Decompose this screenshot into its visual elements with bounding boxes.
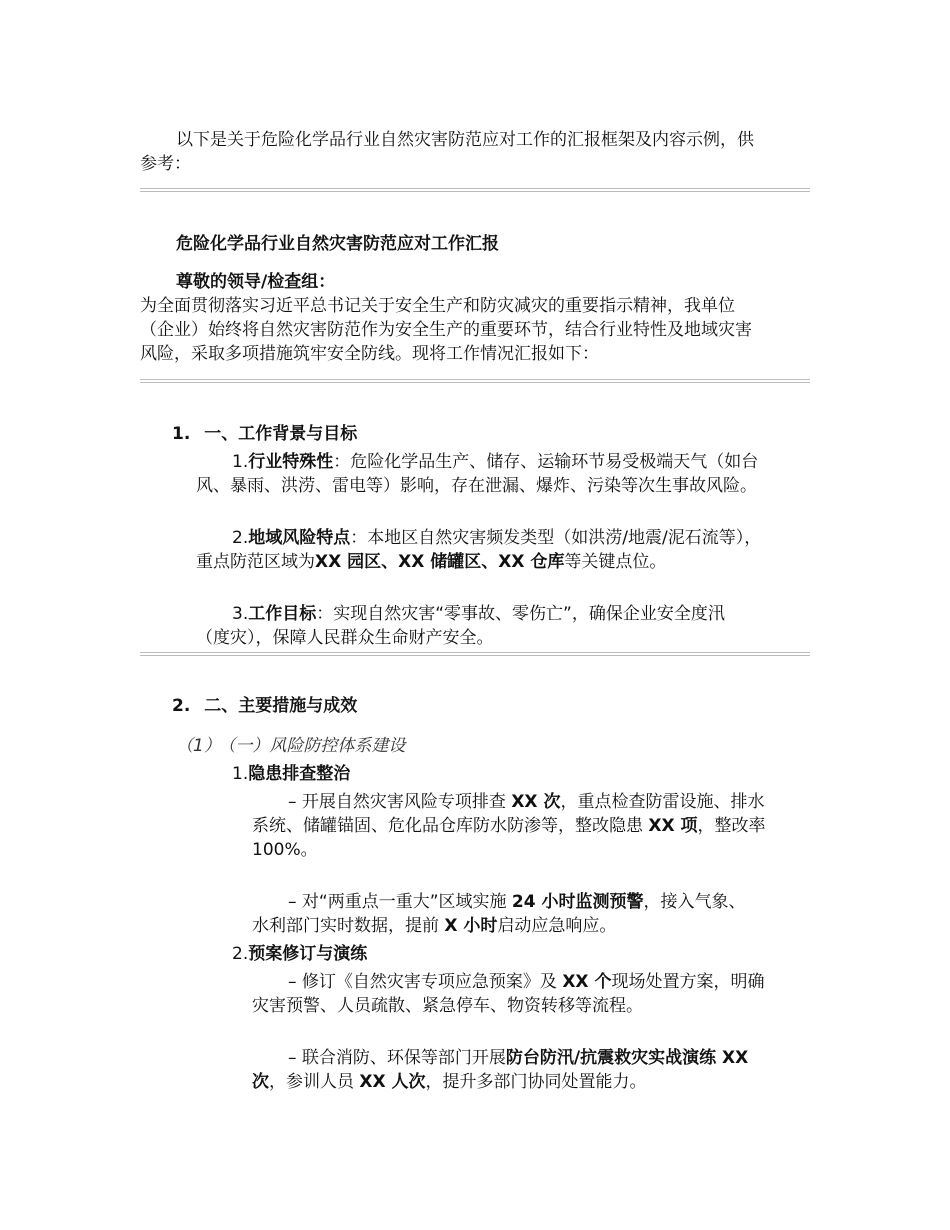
emphasis: XX 个 [562,972,612,992]
list-item-line [232,526,761,550]
emphasis: XX 人次 [359,1072,426,1092]
bullet-line: 100%。 [252,840,318,860]
opening-line-3: 风险，采取多项措施筑牢安全防线。现将工作情况汇报如下： [140,344,599,364]
list-item-line: （度灾），保障人民群众生命财产安全。 [196,628,494,648]
text: ，提升多部门协同处置能力。 [425,1072,647,1092]
emphasis: X 小时 [444,916,498,936]
list-item-line [232,602,725,626]
item-number: 2. [232,528,249,548]
bullet-line [252,1070,647,1094]
item-label: 工作目标 [248,604,317,624]
item-text: 等关键点位。 [564,552,667,572]
subsection-number: （1） [176,736,221,756]
bullet-line [288,970,764,994]
item-number: 1. [232,452,249,472]
text: 水利部门实时数据，提前 [252,916,445,936]
section-1-heading [172,422,357,446]
item-number: 3. [232,604,249,624]
salutation: 尊敬的领导/检查组： [176,272,336,292]
divider [140,652,810,656]
text: – 联合消防、环保等部门开展 [288,1048,506,1068]
section-title: 二、主要措施与成效 [204,696,358,716]
subsection-title: （一）风险防控体系建设 [226,736,406,756]
text: – 开展自然灾害风险专项排查 [288,792,512,812]
text: 系统、储罐锚固、危化品仓库防水防渗等，整改隐患 [252,816,649,836]
item-number: 2. [232,944,249,964]
emphasis: XX 次 [511,792,561,812]
text: – 对“两重点一重大”区域实施 [288,892,512,912]
text: 现场处置方案，明确 [611,972,765,992]
opening-line-2: （企业）始终将自然灾害防范作为安全生产的重要环节，结合行业特性及地域灾害 [140,320,752,340]
bullet-line: 灾害预警、人员疏散、紧急停车、物资转移等流程。 [252,996,643,1016]
list-item-line [196,550,666,574]
list-item-heading [232,942,367,966]
item-text: ：本地区自然灾害频发类型（如洪涝/地震/泥石流等）， [350,528,762,548]
list-item-line [232,450,758,474]
emphasis: XX 项 [648,816,698,836]
bullet-line [288,890,746,914]
item-label: 隐患排查整治 [248,764,351,784]
section-number: 1. [172,424,191,444]
text: 启动应急响应。 [497,916,617,936]
item-emphasis: XX 园区、XX 储罐区、XX 仓库 [315,552,565,572]
text: ，整改率 [697,816,766,836]
item-text: ：危险化学品生产、储存、运输环节易受极端天气（如台 [333,452,759,472]
bullet-line [288,790,764,814]
bullet-line [252,814,766,838]
bullet-line [288,1046,748,1070]
section-2-heading [172,694,357,718]
item-label: 预案修订与演练 [248,944,368,964]
text: ，重点检查防雷设施、排水 [560,792,765,812]
intro-line-1: 以下是关于危险化学品行业自然灾害防范应对工作的汇报框架及内容示例，供 [176,130,754,150]
text: – 修订《自然灾害专项应急预案》及 [288,972,563,992]
emphasis: 24 小时监测预警 [511,892,644,912]
item-label: 行业特殊性 [248,452,334,472]
section-number: 2. [172,696,191,716]
item-number: 1. [232,764,249,784]
divider [140,188,810,192]
section-title: 一、工作背景与目标 [204,424,358,444]
list-item-heading [232,762,350,786]
text: ，接入气象、 [643,892,746,912]
item-text: 重点防范区域为 [196,552,315,572]
emphasis: 次 [252,1072,269,1092]
report-title: 危险化学品行业自然灾害防范应对工作汇报 [176,234,499,254]
subsection-heading [176,734,405,758]
intro-line-2: 参考： [140,154,191,174]
item-text: ：实现自然灾害“零事故、零伤亡”，确保企业安全度汛 [316,604,725,624]
text: ，参训人员 [269,1072,360,1092]
emphasis: 防台防汛/抗震救灾实战演练 XX [505,1048,749,1068]
item-label: 地域风险特点 [248,528,351,548]
bullet-line [252,914,616,938]
divider [140,379,810,383]
list-item-line: 风、暴雨、洪涝、雷电等）影响，存在泄漏、爆炸、污染等次生事故风险。 [196,476,757,496]
opening-line-1: 为全面贯彻落实习近平总书记关于安全生产和防灾减灾的重要指示精神，我单位 [140,296,735,316]
